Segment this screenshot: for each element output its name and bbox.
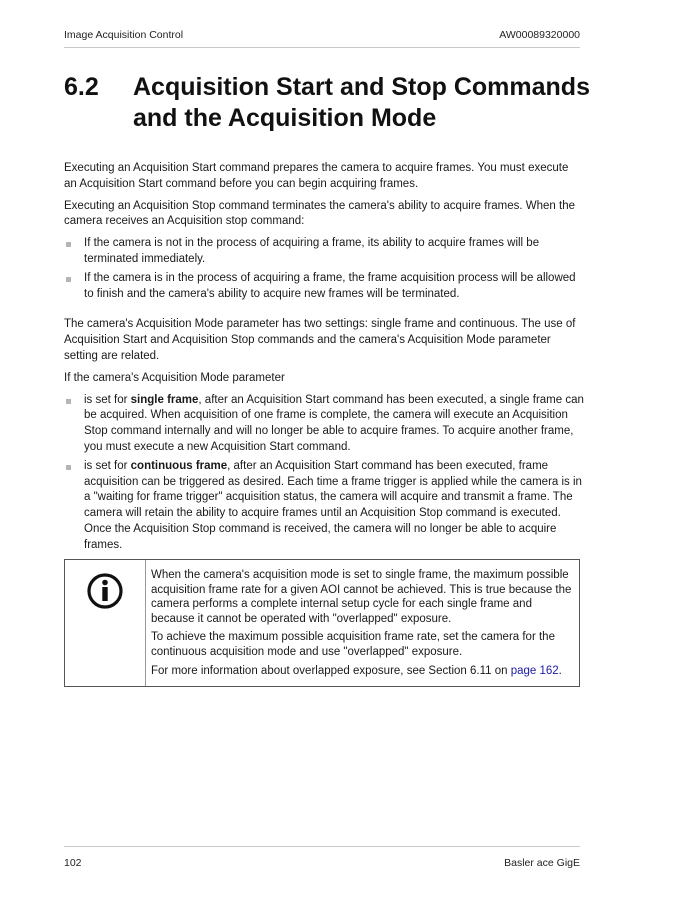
paragraph: If the camera's Acquisition Mode parameter bbox=[64, 371, 285, 384]
section-title: Acquisition Start and Stop Commands and the Acquisition Mode bbox=[133, 73, 590, 132]
paragraph: Executing an Acquisition Stop command terminates the camera's ability to acquire frames. When the camera receives an Acquisition stop command: bbox=[64, 199, 576, 228]
bullet-icon bbox=[66, 399, 71, 404]
note-paragraph: To achieve the maximum possible acquisition frame rate, set the camera for the continuous acquisition mode and use "overlapped" exposure. bbox=[151, 631, 555, 658]
info-note-box bbox=[64, 559, 580, 687]
page-header bbox=[64, 29, 580, 41]
list-item: If the camera is in the process of acquiring a frame, the frame acquisition process will be allowed to finish and the camera's ability to acquire new frames will be terminated. bbox=[64, 271, 584, 303]
note-paragraph: When the camera's acquisition mode is set to single frame, the maximum possible acquisition frame rate for a given AOI cannot be achieved. This is true because the camera performs a complete internal setup cycle for each single frame and because it cannot be operated with "overlapped" exposure. bbox=[151, 569, 572, 625]
page-number: 102 bbox=[64, 857, 82, 869]
paragraph: Executing an Acquisition Start command prepares the camera to acquire frames. You must execute an Acquisition Start command before you can begin acquiring frames. bbox=[64, 162, 569, 190]
term-continuous-frame: continuous frame bbox=[130, 459, 228, 472]
info-circle-icon bbox=[86, 572, 124, 610]
page-footer bbox=[64, 857, 580, 869]
note-icon-cell bbox=[65, 560, 146, 686]
acquisition-mode-list bbox=[64, 393, 584, 554]
stop-behavior-list bbox=[64, 236, 584, 302]
paragraph: The camera's Acquisition Mode parameter has two settings: single frame and continuous. The use of Acquisition Start and Acquisition Stop commands and the camera's Acquisition Mode parameter setting are related. bbox=[64, 318, 576, 362]
footer-product-name: Basler ace GigE bbox=[504, 857, 580, 869]
footer-divider bbox=[64, 846, 580, 847]
body-content bbox=[64, 161, 584, 560]
list-item: If the camera is not in the process of acquiring a frame, its ability to acquire frames will be terminated immediately. bbox=[64, 236, 584, 268]
header-divider bbox=[64, 47, 580, 48]
section-heading bbox=[64, 72, 604, 134]
bullet-icon bbox=[66, 465, 71, 470]
list-item: is set for continuous frame, after an Acquisition Start command has been executed, frame acquisition can be triggered as desired. Each time a frame trigger is applied while the camera is in a "waiting for frame trigger" acquisition status, the camera will acquire and transmit a frame. The camera will retain the ability to acquire frames until an Acquisition Stop command is executed. Once the Acquisition Stop command is received, the camera will no longer be able to acquire frames. bbox=[64, 459, 584, 554]
section-number: 6.2 bbox=[64, 73, 99, 101]
note-paragraph: For more information about overlapped exposure, see Section 6.11 on page 162. bbox=[151, 664, 562, 677]
header-chapter-title: Image Acquisition Control bbox=[64, 29, 184, 41]
note-text bbox=[146, 560, 579, 686]
bullet-icon bbox=[66, 277, 71, 282]
header-doc-number: AW00089320000 bbox=[499, 29, 580, 41]
page-162-link[interactable]: page 162 bbox=[510, 664, 559, 677]
list-item: is set for single frame, after an Acquisition Start command has been executed, a single frame can be acquired. When acquisition of one frame is complete, the camera will execute an Acquisition Stop command internally and will no longer be able to acquire frames. To acquire another frame, you must execute a new Acquisition Start command. bbox=[64, 393, 584, 456]
bullet-icon bbox=[66, 242, 71, 247]
term-single-frame: single frame bbox=[130, 393, 199, 406]
